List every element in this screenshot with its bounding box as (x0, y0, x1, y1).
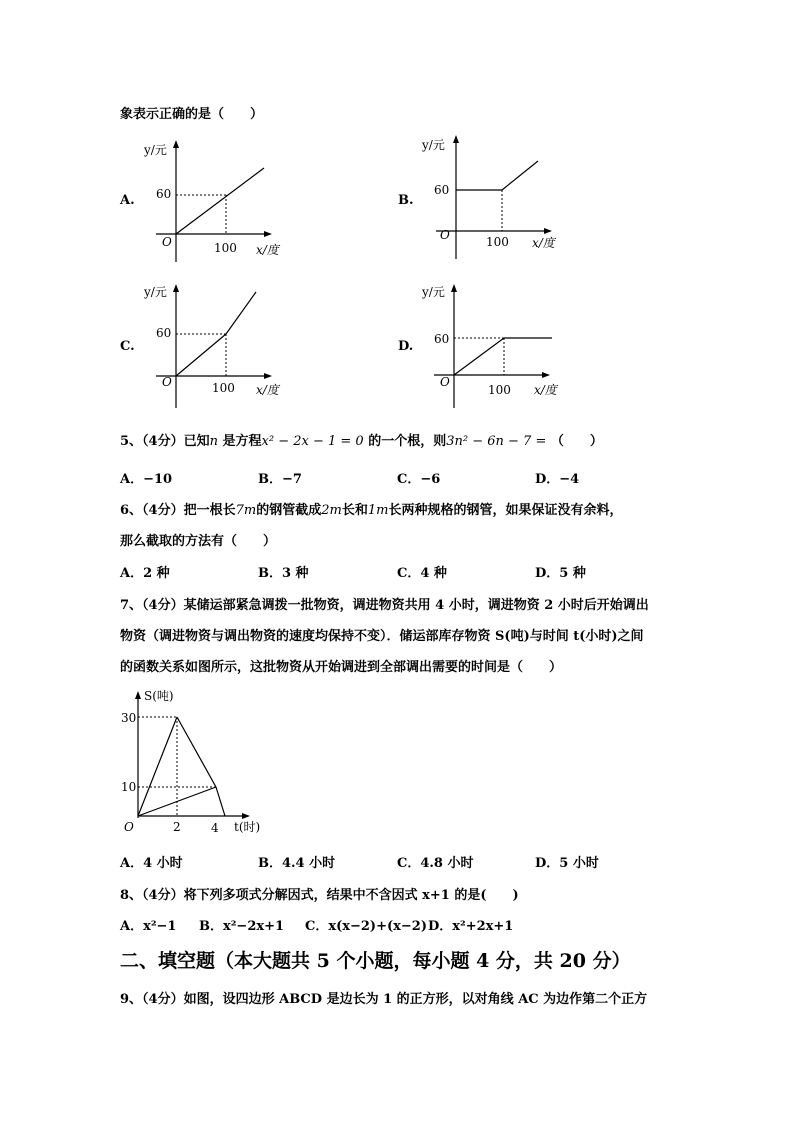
q5-option-d: D．−4 (535, 472, 580, 487)
q5-option-a: A．−10 (120, 472, 173, 487)
graph-c-origin: O (162, 375, 172, 389)
graph-d-ylabel: y/元 (422, 285, 445, 299)
graph-d-xlabel: x/度 (534, 383, 557, 397)
q9-stem: 9、（4分）如图，设四边形 ABCD 是边长为 1 的正方形，以对角线 AC 为边作第二个正方 (120, 992, 648, 1007)
graph-a-xlabel: x/度 (256, 243, 279, 257)
q6-option-a: A．2 种 (120, 566, 170, 581)
q5-mid: 是方程 (222, 434, 262, 449)
q4-graph-a (118, 138, 298, 268)
q7-ytick-10: 10 (121, 780, 137, 794)
graph-b-ylabel: y/元 (422, 138, 445, 152)
q5-stem (120, 430, 603, 449)
graph-d-origin: O (440, 375, 450, 389)
graph-c-ytick: 60 (156, 326, 172, 340)
graph-a-ytick: 60 (156, 187, 172, 201)
q6-stem-line1 (120, 499, 622, 518)
graph-a-line (176, 168, 264, 234)
q4-graph-d (396, 282, 576, 412)
q7-xtick-2: 2 (173, 820, 181, 834)
q6-len2: 2m (321, 503, 342, 518)
q8-stem: 8、（4分）将下列多项式分解因式，结果中不含因式 x+1 的是( ) (120, 888, 519, 903)
graph-b-xtick: 100 (486, 235, 509, 249)
q6-mid1: 的钢管截成 (256, 503, 322, 518)
graph-a-letter: A. (120, 193, 135, 208)
q7-ylabel: S(吨) (144, 689, 174, 703)
graph-a-xtick: 100 (214, 241, 237, 255)
q8-option-a: A．x²−1 (120, 919, 177, 934)
q7-xlabel: t(时) (234, 820, 261, 834)
q5-expr: 3n² − 6n − 7 = (446, 434, 547, 449)
graph-b-letter: B. (398, 193, 414, 208)
graph-b-ytick: 60 (434, 183, 450, 197)
q5-option-c: C．−6 (397, 472, 441, 487)
q6-tail: 长两种规格的钢管，如果保证没有余料， (388, 503, 623, 518)
graph-d-letter: D. (398, 339, 414, 354)
q6-option-c: C．4 种 (397, 566, 447, 581)
q4-stem-tail: 象表示正确的是（ ） (120, 107, 264, 122)
q8-option-c: C．x(x−2)+(x−2) (305, 919, 427, 934)
graph-d-ytick: 60 (434, 332, 450, 346)
q5-equation: x² − 2x − 1 = 0 (261, 434, 364, 449)
q5-var: n (209, 434, 218, 449)
graph-c-ylabel: y/元 (144, 285, 167, 299)
q7-stem-line2: 物资（调进物资与调出物资的速度均保持不变）．储运部库存物资 S(吨)与时间 t(小时)之间 (120, 629, 644, 644)
q8-option-b: B．x²−2x+1 (199, 919, 285, 934)
q7-option-b: B．4.4 小时 (258, 856, 336, 871)
q5-option-b: B．−7 (258, 472, 302, 487)
graph-a-ylabel: y/元 (144, 143, 167, 157)
q6-len1: 7m (235, 503, 257, 518)
q6-mid2: 长和 (341, 503, 368, 518)
q7-origin: O (124, 820, 134, 834)
q6-prefix: 6、（4分）把一根长 (120, 503, 236, 518)
q7-stem-line3: 的函数关系如图所示，这批物资从开始调进到全部调出需要的时间是（ ） (120, 660, 563, 675)
q8-option-d: D．x²+2x+1 (428, 919, 514, 934)
q7-graph (118, 688, 278, 838)
q6-stem-line2: 那么截取的方法有（ ） (120, 534, 277, 549)
graph-b-origin: O (440, 228, 450, 242)
q4-graph-c (118, 282, 298, 412)
q5-blank: （ ） (550, 434, 603, 449)
q5-prefix: 5、（4分）已知 (120, 434, 210, 449)
q7-stem-line1: 7、（4分）某储运部紧急调拨一批物资，调进物资共用 4 小时，调进物资 2 小时后开始调出 (120, 598, 649, 613)
q7-option-d: D．5 小时 (535, 856, 599, 871)
q7-option-a: A．4 小时 (120, 856, 183, 871)
graph-a-origin: O (162, 235, 172, 249)
q7-option-c: C．4.8 小时 (397, 856, 474, 871)
section-2-title: 二、填空题（本大题共 5 个小题，每小题 4 分，共 20 分） (120, 950, 631, 972)
graph-b-xlabel: x/度 (532, 236, 555, 250)
q7-xtick-4: 4 (211, 821, 219, 835)
graph-c-xtick: 100 (212, 381, 235, 395)
q6-len3: 1m (367, 503, 389, 518)
q7-ytick-30: 30 (121, 711, 137, 725)
q6-option-b: B．3 种 (258, 566, 309, 581)
q6-option-d: D．5 种 (535, 566, 586, 581)
q4-graph-b (396, 133, 576, 263)
graph-d-xtick: 100 (488, 383, 511, 397)
q5-mid2: 的一个根，则 (368, 434, 447, 449)
graph-c-xlabel: x/度 (256, 383, 279, 397)
graph-c-letter: C. (120, 339, 135, 354)
